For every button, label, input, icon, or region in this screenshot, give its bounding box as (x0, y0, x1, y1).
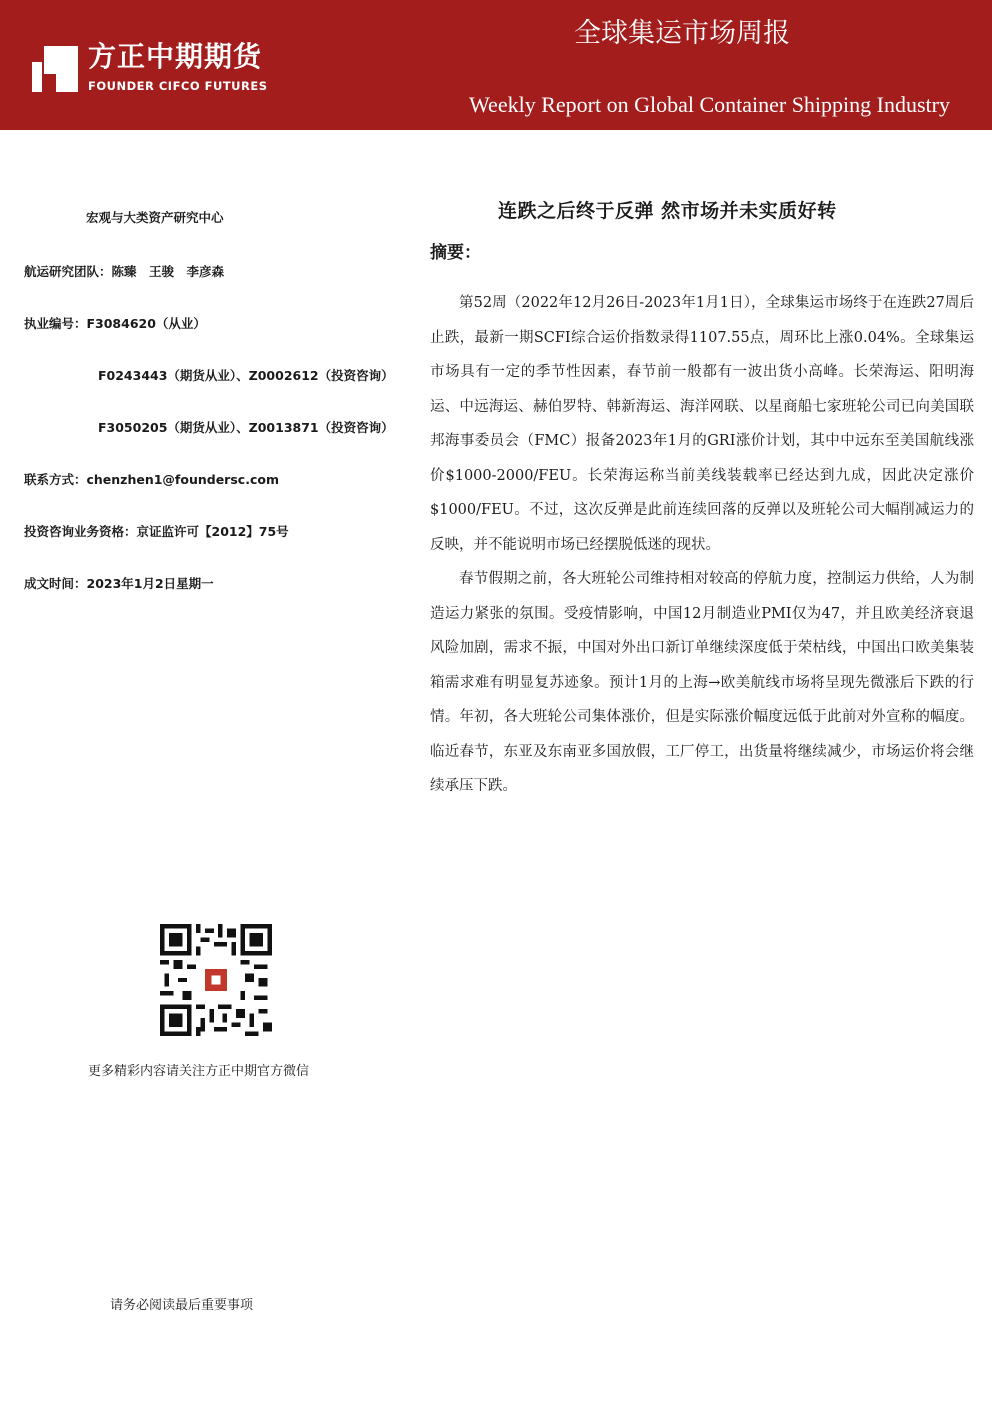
abstract-paragraph: 春节假期之前，各大班轮公司维持相对较高的停航力度，控制运力供给，人为制造运力紧张的氛围。受疫情影响，中国12月制造业PMI仅为47，并且欧美经济衰退风险加剧，需求不振，中国对外出口新订单继续深度低于荣枯线，中国出口欧美集装箱需求难有明显复苏迹象。预计1月的上海→欧美航线市场将呈现先微涨后下跌的行情。年初，各大班轮公司集体涨价，但是实际涨价幅度远低于此前对外宣称的幅度。临近春节，东亚及东南亚多国放假，工厂停工，出货量将继续减少，市场运价将会继续承压下跌。 (430, 571, 974, 794)
license-number-3: F3050205（期货从业）、Z0013871（投资咨询） (98, 420, 394, 435)
department-name: 宏观与大类资产研究中心 (86, 210, 224, 225)
publish-date: 成文时间：2023年1月2日星期一 (24, 576, 214, 591)
report-title-en: Weekly Report on Global Container Shipping Industry (469, 92, 950, 117)
report-title-cn: 全球集运市场周报 (574, 18, 790, 49)
article-title: 连跌之后终于反弹 然市场并未实质好转 (498, 200, 837, 222)
report-header (0, 0, 992, 130)
license-number-2: F0243443（期货从业）、Z0002612（投资咨询） (98, 368, 394, 383)
abstract-label: 摘要： (430, 243, 481, 263)
consulting-qualification: 投资咨询业务资格：京证监许可【2012】75号 (24, 524, 289, 539)
abstract-paragraph: 第52周（2022年12月26日-2023年1月1日），全球集运市场终于在连跌27周后止跌，最新一期SCFI综合运价指数录得1107.55点，周环比上涨0.04%。全球集运市场具有一定的季节性因素，春节前一般都有一波出货小高峰。长荣海运、阳明海运、中远海运、赫伯罗特、韩新海运、海洋网联、以星商船七家班轮公司已向美国联邦海事委员会（FMC）报备2023年1月的GRI涨价计划，其中中远东至美国航线涨价$1000-2000/FEU。长荣海运称当前美线装载率已经达到九成，因此决定涨价$1000/FEU。不过，这次反弹是此前连续回落的反弹以及班轮公司大幅削减运力的反映，并不能说明市场已经摆脱低迷的现状。 (430, 295, 974, 553)
brand-name-cn: 方正中期期货 (88, 40, 263, 73)
qr-caption: 更多精彩内容请关注方正中期官方微信 (88, 1064, 310, 1079)
research-team: 航运研究团队：陈臻 王骏 李彦森 (24, 264, 225, 279)
founder-logo-icon (30, 44, 80, 94)
disclaimer-note: 请务必阅读最后重要事项 (110, 1298, 254, 1313)
brand-name-en: FOUNDER CIFCO FUTURES (88, 79, 268, 93)
article-body (430, 286, 974, 804)
wechat-qr-code-icon (160, 924, 272, 1036)
contact-info: 联系方式：chenzhen1@foundersc.com (24, 472, 279, 487)
license-number: 执业编号：F3084620（从业） (24, 316, 206, 331)
